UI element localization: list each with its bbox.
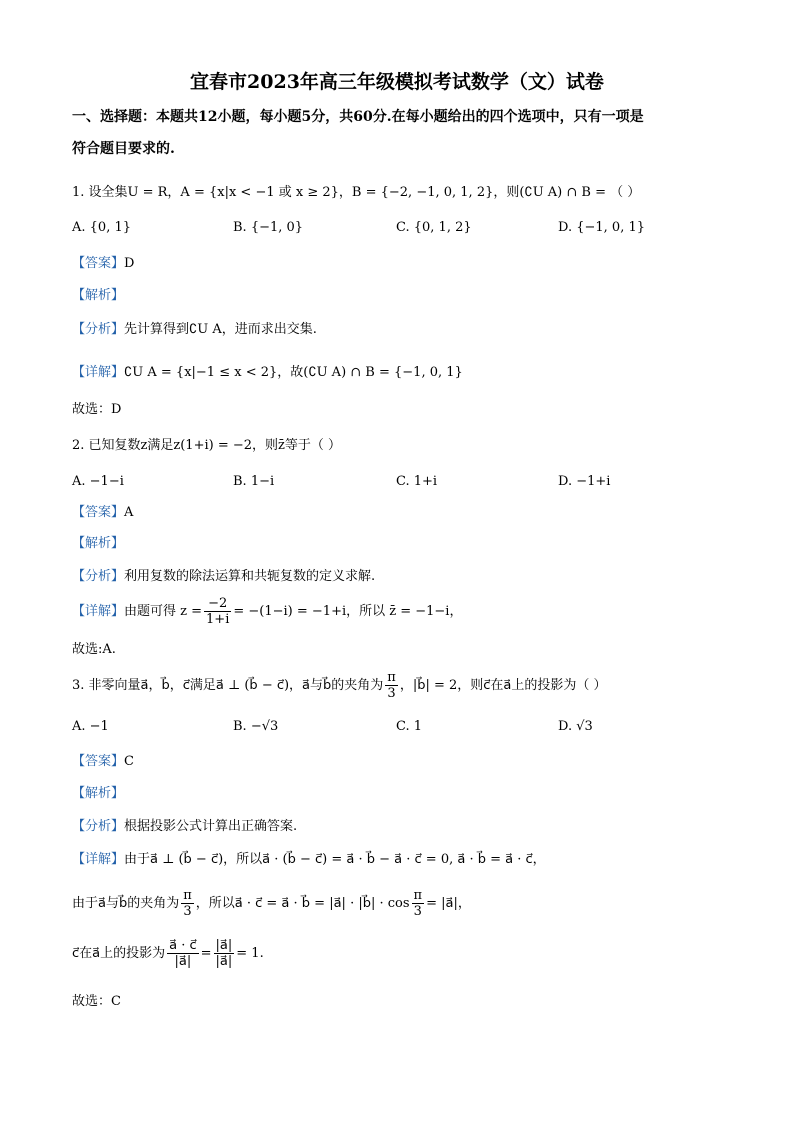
section-heading: 一、选择题：本题共12小题，每小题5分，共60分.在每小题给出的四个选项中，只有一项是 <box>72 109 644 125</box>
q2-analysis-tag: 【解析】 <box>72 536 125 551</box>
q3-line3-f1-num: a⃗ · c⃗ <box>169 938 197 953</box>
q3-line3-fraction-2 <box>214 938 235 969</box>
q2-xiangjie-pre: 由题可得 z = <box>124 604 203 619</box>
q2-fenxi-text: 利用复数的除法运算和共轭复数的定义求解. <box>124 569 376 584</box>
q3-stem-post: ，|b⃗| = 2，则c⃗在a⃗上的投影为（ ） <box>399 678 607 693</box>
answer-tag: 【答案】 <box>72 256 125 271</box>
q2-option-b: B. 1−i <box>233 474 275 489</box>
q3-fenxi-text: 根据投影公式计算出正确答案. <box>124 819 298 834</box>
q3-line3-f1-den: |a⃗| <box>174 954 192 969</box>
q1-option-d: D. {−1, 0, 1} <box>558 220 646 235</box>
q3-line2-frac-num: π <box>183 888 192 903</box>
q3-option-a: A. −1 <box>72 719 109 734</box>
xiangjie-tag: 【详解】 <box>72 852 125 867</box>
q1-fenxi-text: 先计算得到∁U A，进而求出交集. <box>124 322 317 337</box>
answer-tag: 【答案】 <box>72 754 125 769</box>
xiangjie-tag: 【详解】 <box>72 365 125 380</box>
q2-fraction-den: 1+i <box>206 612 230 627</box>
q3-answer <box>72 752 134 772</box>
q1-answer-value: D <box>124 256 135 271</box>
q3-xiangjie-line3 <box>72 938 264 970</box>
q3-line2-pre: 由于a⃗与b⃗的夹角为 <box>72 896 180 911</box>
q2-choice: 故选:A. <box>72 642 116 657</box>
q3-line2-frac-den: 3 <box>183 904 192 919</box>
q3-xiangjie-text: 由于a⃗ ⊥ (b⃗ − c⃗)，所以a⃗ · (b⃗ − c⃗) = a⃗ · b⃗ − a⃗ · c⃗ = 0, a⃗ · b⃗ = a⃗ · c⃗， <box>124 852 546 867</box>
q1-xiangjie <box>72 363 463 383</box>
q1-option-b: B. {−1, 0} <box>233 220 304 235</box>
q3-analysis-tag: 【解析】 <box>72 786 125 801</box>
q1-option-a: A. {0, 1} <box>72 220 132 235</box>
q3-stem-fraction <box>385 670 398 701</box>
q1-analysis-tag: 【解析】 <box>72 288 125 303</box>
question-2-stem: 2. 已知复数z满足z(1+i) = −2，则z̄等于（ ） <box>72 438 342 453</box>
q3-line2-post: = |a⃗|， <box>426 896 471 911</box>
q2-fraction <box>204 596 231 627</box>
fenxi-tag: 【分析】 <box>72 819 125 834</box>
question-1-stem: 1. 设全集U = R，A = {x|x < −1 或 x ≥ 2}，B = {−2, −1, 0, 1, 2}，则(∁U A) ∩ B = （ ） <box>72 185 641 200</box>
q3-stem-frac-den: 3 <box>387 686 396 701</box>
xiangjie-tag: 【详解】 <box>72 604 125 619</box>
q2-xiangjie-post: = −(1−i) = −1+i，所以 z̄ = −1−i， <box>233 604 463 619</box>
q1-xiangjie-text: ∁U A = {x|−1 ≤ x < 2}，故(∁U A) ∩ B = {−1, 0, 1} <box>124 365 463 380</box>
q2-answer <box>72 503 133 523</box>
q3-line2-mid: ，所以a⃗ · c⃗ = a⃗ · b⃗ = |a⃗| · |b⃗| · cos <box>195 896 410 911</box>
q3-stem-frac-num: π <box>387 670 396 685</box>
q3-line3-post: = 1. <box>236 946 264 961</box>
q3-line2-fraction <box>181 888 194 919</box>
q2-fraction-num: −2 <box>204 596 231 612</box>
q3-option-d: D. √3 <box>558 719 593 734</box>
q3-line3-f2-num: |a⃗| <box>215 938 233 953</box>
q3-answer-value: C <box>124 754 134 769</box>
q3-option-b: B. −√3 <box>233 719 279 734</box>
q1-answer <box>72 254 134 274</box>
q2-option-d: D. −1+i <box>558 474 611 489</box>
q3-line3-fraction-1 <box>167 938 199 969</box>
fenxi-tag: 【分析】 <box>72 569 125 584</box>
q3-line3-eq: = <box>200 946 212 961</box>
q3-line2-frac2-num: π <box>413 888 423 903</box>
fenxi-tag: 【分析】 <box>72 322 125 337</box>
answer-tag: 【答案】 <box>72 505 125 520</box>
q3-line2-fraction-2 <box>412 888 425 919</box>
q2-xiangjie <box>72 596 462 628</box>
section-heading-cont: 符合题目要求的. <box>72 141 175 157</box>
q3-line3-f2-den: |a⃗| <box>215 954 233 969</box>
q1-fenxi <box>72 320 317 340</box>
q1-option-c: C. {0, 1, 2} <box>396 220 472 235</box>
q3-xiangjie <box>72 850 546 870</box>
q2-option-c: C. 1+i <box>396 474 438 489</box>
q3-fenxi <box>72 817 297 837</box>
q3-choice: 故选：C <box>72 994 121 1009</box>
q3-stem-pre: 3. 非零向量a⃗，b⃗，c⃗满足a⃗ ⊥ (b⃗ − c⃗)，a⃗与b⃗的夹角为 <box>72 678 384 693</box>
q2-fenxi <box>72 567 375 587</box>
q3-xiangjie-line2 <box>72 888 471 920</box>
q3-line2-frac2-den: 3 <box>413 904 422 919</box>
q1-choice: 故选：D <box>72 402 122 417</box>
q3-option-c: C. 1 <box>396 719 423 734</box>
question-3-stem <box>72 670 607 702</box>
q2-answer-value: A <box>124 505 134 520</box>
q3-line3-pre: c⃗在a⃗上的投影为 <box>72 946 166 961</box>
q2-option-a: A. −1−i <box>72 474 124 489</box>
page-title: 宜春市2023年高三年级模拟考试数学（文）试卷 <box>190 71 604 93</box>
